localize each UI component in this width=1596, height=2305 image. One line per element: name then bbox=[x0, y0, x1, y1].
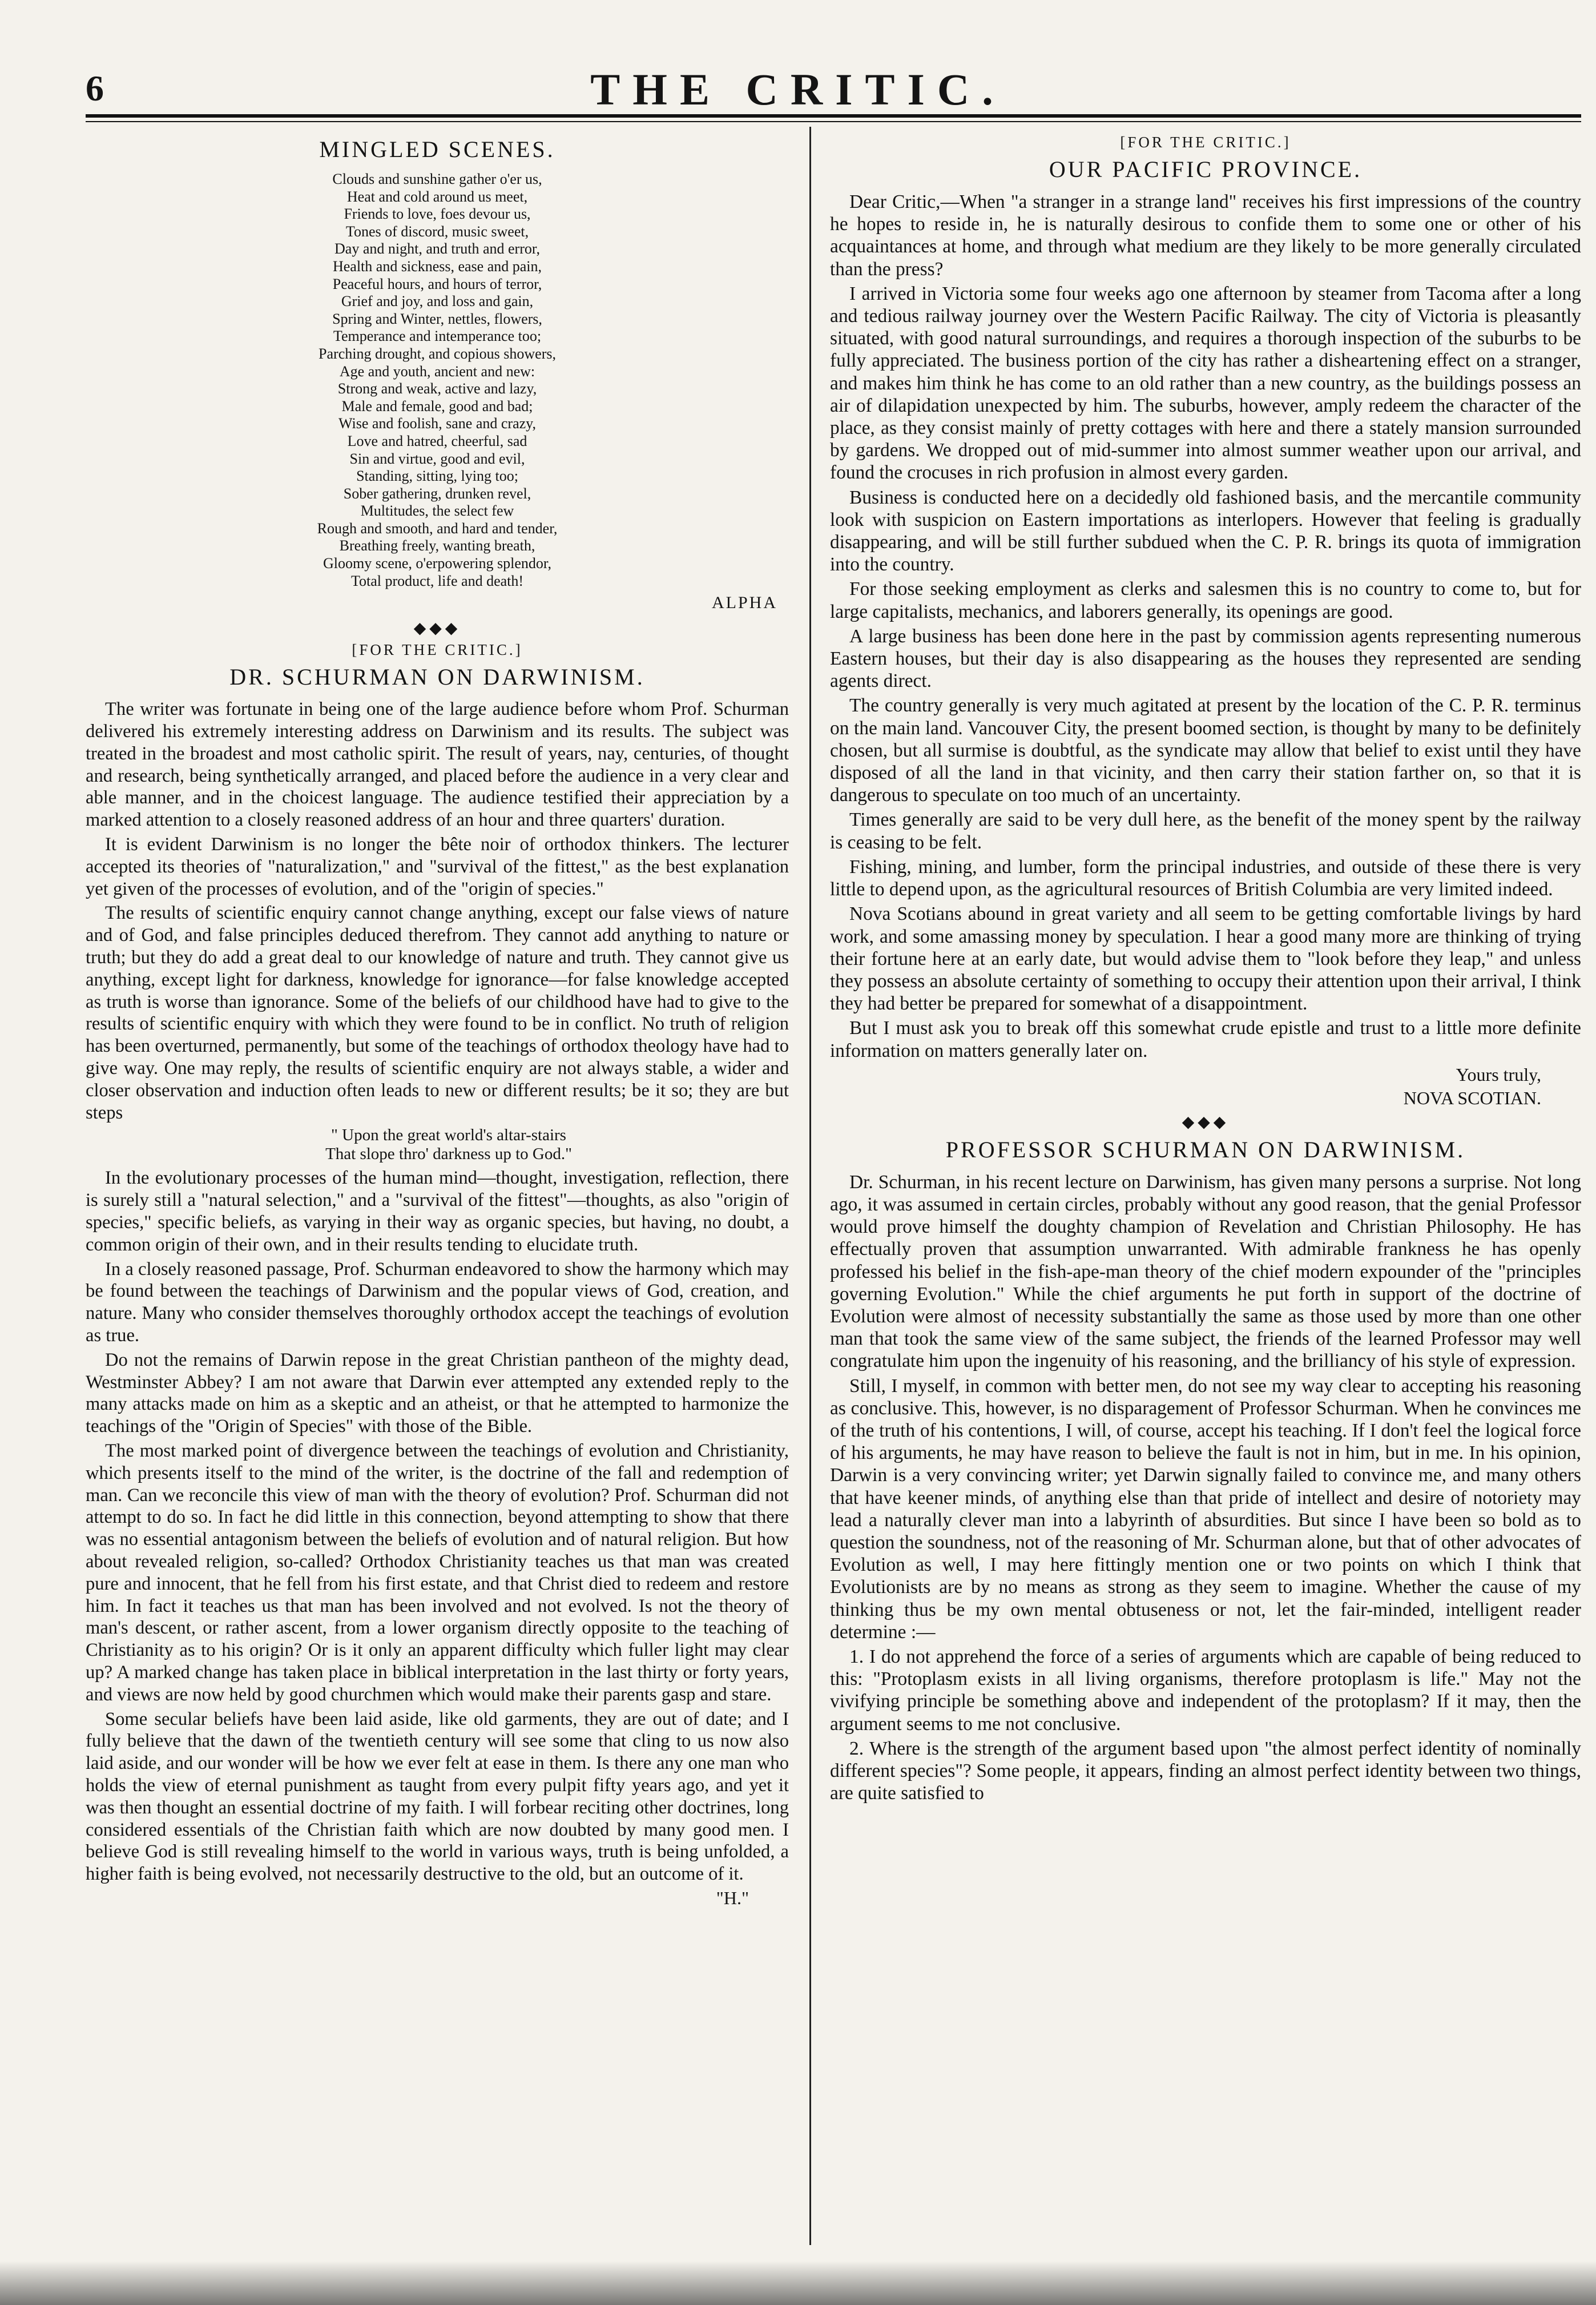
letter-signature: NOVA SCOTIAN. bbox=[1403, 1087, 1541, 1108]
poem-title: MINGLED SCENES. bbox=[319, 136, 555, 162]
article-paragraph: Nova Scotians abound in great variety and all seem to be getting comfortable livings by hard work, and some amassing money by speculation. I hear a good many more are thinking of trying their fortune here at an early date, but would advise them to "look before they leap," and unless they possess an absolute certainty of something to occupy their attention upon their arrival, I think they had better be prepared for somewhat of a disappointment. bbox=[830, 903, 1581, 1015]
poem-line: Strong and weak, active and lazy, bbox=[337, 380, 537, 397]
ornament-divider: ◆◆◆ bbox=[1182, 1113, 1230, 1131]
poem-signature: ALPHA bbox=[711, 593, 777, 613]
article-paragraph: Do not the remains of Darwin repose in the great Christian pantheon of the mighty dead, Westminster Abbey? I am not aware that Darwin ever attempted any extended reply to the many attacks made on him as a skeptic and an atheist, or that he attempted to harmonize the teachings of the "Origin of Species" with those of the Bible. bbox=[86, 1349, 789, 1437]
article-kicker: [FOR THE CRITIC.] bbox=[352, 641, 523, 659]
poem-line: Standing, sitting, lying too; bbox=[356, 468, 518, 485]
article-paragraph: But I must ask you to break off this somewhat crude epistle and trust to a little more definite information on matters generally later on. bbox=[830, 1017, 1581, 1061]
article-paragraph: In the evolutionary processes of the human mind—thought, investigation, reflection, there is surely still a "natural selection," and a "survival of the fittest"—thoughts, as also "origin of species," specific beliefs, as varying in their way as organic species, but having, no doubt, a common origin of their own, and in their results tending to elucidate truth. bbox=[86, 1168, 789, 1255]
poem-line: Wise and foolish, sane and crazy, bbox=[338, 415, 536, 432]
article-paragraph: The results of scientific enquiry cannot change anything, except our false views of nature and of God, and false principles deduced therefrom. They cannot add anything to nature or truth; but they do add a great deal to our knowledge of nature and truth. They cannot give us anything, except light for darkness, knowledge for ignorance—for false knowledge accepted as truth is worse than ignorance. Some of the beliefs of our childhood have had to give to the results of scientific enquiry with which they were found to be in conflict. No truth of religion has been overturned, permanently, but some of the teachings of orthodox theology have had to give way. One may reply, the results of scientific enquiry are not always stable, a wider and closer observation and induction often leads to new or different results; be it so; they are but steps bbox=[86, 903, 789, 1123]
poem-line: Rough and smooth, and hard and tender, bbox=[317, 520, 558, 537]
article-title: OUR PACIFIC PROVINCE. bbox=[1049, 156, 1363, 182]
poem-line: Total product, life and death! bbox=[350, 572, 524, 589]
article-kicker: [FOR THE CRITIC.] bbox=[1120, 134, 1291, 151]
article-paragraph: Still, I myself, in common with better men, do not see my way clear to accepting his reasoning as conclusive. This, however, is no disparagement of Professor Schurman. When he convinces me of the truth of his contentions, I will, of course, accept his teaching. If I don't feel the logical force of his arguments, he may have reason to believe the fault is not in him, but in me. In his opinion, Darwin is a very convincing writer; yet Darwin signally failed to convince me, and many others that have keener minds, of anything else than that pride of intellect and desire of notoriety may lead a naturally clever man into a labyrinth of absurdities. But since I have been so bold as to question the soundness, not of the reasoning of Mr. Schurman alone, but that of other advocates of Evolution as well, I may here fittingly mention one or two points on which I think that Evolutionists are by no means as strong as they seem to imagine. Whether the cause of my thinking thus be my own mental obtuseness or not, let the fair-minded, intelligent reader determine :— bbox=[830, 1375, 1581, 1643]
header-rule bbox=[86, 114, 1581, 118]
poem-line: Temperance and intemperance too; bbox=[333, 328, 542, 345]
poem-line: Male and female, good and bad; bbox=[341, 397, 533, 415]
poem-line: Parching drought, and copious showers, bbox=[319, 345, 556, 362]
article-paragraph: The country generally is very much agitated at present by the location of the C. P. R. terminus on the main land. Vancouver City, the present boomed section, is thought by many to be definitely chosen, but all surmise is doubtful, as the syndicate may allow that belief to exist until they have disposed of all the land in that vicinity, and then carry their station farther on, so that it is dangerous to speculate on too much of an uncertainty. bbox=[830, 695, 1581, 806]
article-paragraph: For those seeking employment as clerks and salesmen this is no country to come to, but for large capitalists, mechanics, and laborers generally, its openings are good. bbox=[830, 578, 1581, 622]
poem-line: Spring and Winter, nettles, flowers, bbox=[332, 310, 542, 327]
poem-line: Tones of discord, music sweet, bbox=[345, 223, 529, 240]
poem-line: Grief and joy, and loss and gain, bbox=[341, 293, 534, 310]
poem-line: Breathing freely, wanting breath, bbox=[339, 537, 535, 554]
ornament-divider: ◆◆◆ bbox=[413, 620, 461, 638]
poem-line: Day and night, and truth and error, bbox=[334, 240, 540, 258]
poem-line: Sin and virtue, good and evil, bbox=[349, 450, 525, 467]
right-column bbox=[830, 131, 1581, 1807]
article-paragraph: The writer was fortunate in being one of the large audience before whom Prof. Schurman delivered his extremely interesting address on Darwinism and its results. The subject was treated in the broadest and most catholic spirit. The result of years, nay, centuries, of thought and research, being synthetically arranged, and placed before the audience in a very clear and able manner, and in the choicest language. The audience testified their appreciation by a marked attention to a closely reasoned address of an hour and three quarters' duration. bbox=[86, 699, 789, 831]
quote-line: " Upon the great world's altar-stairs bbox=[331, 1126, 566, 1145]
poem-line: Heat and cold around us meet, bbox=[346, 188, 528, 205]
article-paragraph: I arrived in Victoria some four weeks ago one afternoon by steamer from Tacoma after a long and tedious railway journey over the Western Pacific Railway. The city of Victoria is pleasantly situated, with good natural surroundings, and requires a thorough inspection of the suburbs to be fully appreciated. The business portion of the city has rather a disheartening effect on a stranger, and makes him think he has come to an old rather than a new country, as the buildings possess an air of dilapidation unexpected by him. The suburbs, however, amply redeem the character of the place, as they consist mainly of pretty cottages with here and there a stately mansion surrounded by gardens. We dropped out of mid-summer into almost summer weather upon our arrival, and found the crocuses in rich profusion in almost every garden. bbox=[830, 283, 1581, 484]
article-paragraph: Some secular beliefs have been laid aside, like old garments, they are out of date; and I fully believe that the dawn of the twentieth century will see some that cling to us now also laid aside, and our wonder will be how we ever felt at ease in them. Is there any one man who holds the view of eternal punishment as taught from every pulpit fifty years ago, and yet it was then thought an essential doctrine of my faith. I will forbear reciting other doctrines, long considered essentials of the Christian faith which are now doubted by many good men. I believe God is still revealing himself to the world in various ways, truth is being unfolded, a higher faith is being evolved, not necessarily destructive to the old, but an outcome of it. bbox=[86, 1708, 789, 1885]
article-paragraph: Times generally are said to be very dull here, as the benefit of the money spent by the railway is ceasing to be felt. bbox=[830, 809, 1581, 853]
poem-line: Sober gathering, drunken revel, bbox=[343, 485, 531, 502]
article-paragraph: The most marked point of divergence between the teachings of evolution and Christianity, which presents itself to the mind of the writer, is the doctrine of the fall and redemption of man. Can we reconcile this view of man with the theory of evolution? Prof. Schurman did not attempt to do so. In fact he did little in this connection, beyond attempting to show that there was no essential antagonism between the beliefs of evolution and of natural religion. But how about revealed religion, so-called? Orthodox Christianity teaches us that man was created pure and innocent, that he fell from his first estate, and that Christ died to redeem and restore him. In fact it teaches us that man has been involved and not evolved. Is not the theory of man's descent, or rather ascent, from a lower organism directly opposite to the teaching of Christianity as to his origin? Or is it only an apparent difficulty which fuller light may clear up? A marked change has taken place in biblical interpretation in the last thirty or forty years, and views are now held by good churchmen which would make their parents gasp and stare. bbox=[86, 1440, 789, 1705]
article-title: PROFESSOR SCHURMAN ON DARWINISM. bbox=[945, 1136, 1466, 1162]
article-signature: "H." bbox=[716, 1887, 749, 1908]
article-paragraph: In a closely reasoned passage, Prof. Schurman endeavored to show the harmony which may be found between the teachings of Darwinism and the popular views of God, creation, and nature. Many who consider themselves thoroughly orthodox accept the teachings of evolution as true. bbox=[86, 1258, 789, 1346]
numbered-item: 2. Where is the strength of the argument based upon "the almost perfect identity of nominally different species"? Some people, it appears, finding an almost perfect identity between two things, are quite satisfied to bbox=[830, 1737, 1581, 1804]
poem-line: Love and hatred, cheerful, sad bbox=[347, 432, 527, 449]
poem-line: Multitudes, the select few bbox=[360, 502, 514, 520]
poem-line: Peaceful hours, and hours of terror, bbox=[332, 275, 542, 292]
article-paragraph: Business is conducted here on a decidedly old fashioned basis, and the mercantile community look with suspicion on Eastern importations as interlopers. However that feeling is gradually disappearing, and will be still further subdued when the C. P. R. brings its quota of immigration into the country. bbox=[830, 486, 1581, 576]
header-rule-thin bbox=[86, 121, 1581, 122]
masthead-title: THE CRITIC. bbox=[590, 65, 1006, 114]
letter-closing: Yours truly, bbox=[1456, 1064, 1541, 1085]
quote-line: That slope thro' darkness up to God." bbox=[325, 1145, 572, 1164]
numbered-item: 1. I do not apprehend the force of a series of arguments which are capable of being reduced to this: "Protoplasm exists in all living organisms, therefore protoplasm is life." May not the vivifying principle be something above and independent of the protoplasm? If it may, then the argument seems to me not conclusive. bbox=[830, 1646, 1581, 1735]
poem-line: Health and sickness, ease and pain, bbox=[332, 258, 542, 275]
article-paragraph: It is evident Darwinism is no longer the bête noir of orthodox thinkers. The lecturer accepted its theories of "naturalization," and "survival of the fittest," as the best explanation yet given of the processes of evolution, and of the "origin of species." bbox=[86, 834, 789, 899]
poem-verse bbox=[86, 171, 789, 590]
poem-line: Gloomy scene, o'erpowering splendor, bbox=[323, 555, 552, 572]
page-edge-shadow bbox=[0, 2261, 1596, 2305]
column-divider bbox=[809, 127, 811, 2245]
block-quote bbox=[86, 1126, 789, 1164]
left-column bbox=[86, 131, 789, 1911]
article-paragraph: A large business has been done here in the past by commission agents representing numerous Eastern houses, but their day is also disappearing as the houses they represented are sending agents direct. bbox=[830, 625, 1581, 692]
article-paragraph: Dr. Schurman, in his recent lecture on Darwinism, has given many persons a surprise. Not long ago, it was assumed in certain circles, probably without any good reason, that the genial Professor would prove himself the doughty champion of Revelation and Christian Philosophy. He has effectually proven that assumption unwarranted. With admirable frankness he has openly professed his belief in the fish-ape-man theory of the chief modern expounder of the "principles governing Evolution." While the chief arguments he put forth in support of the doctrine of Evolution were almost of necessity substantially the same as those used by more than one other man that took the same view of the same subject, the friends of the learned Professor may well congratulate him upon the ingenuity of his reasoning, and the brilliancy of his style of expression. bbox=[830, 1171, 1581, 1372]
article-paragraph: Dear Critic,—When "a stranger in a strange land" receives his first impressions of the country he hopes to reside in, he is naturally desirous to confide them to some one or other of his acquaintances at home, and through what medium are they likely to be more generally circulated than the press? bbox=[830, 191, 1581, 280]
poem-line: Friends to love, foes devour us, bbox=[344, 206, 531, 223]
page-number: 6 bbox=[86, 68, 104, 108]
poem-line: Clouds and sunshine gather o'er us, bbox=[332, 171, 542, 187]
poem-line: Age and youth, ancient and new: bbox=[339, 363, 535, 380]
article-title: DR. SCHURMAN ON DARWINISM. bbox=[229, 664, 645, 690]
article-paragraph: Fishing, mining, and lumber, form the principal industries, and outside of these there is very little to depend upon, as the agricultural resources of British Columbia are very limited indeed. bbox=[830, 856, 1581, 900]
